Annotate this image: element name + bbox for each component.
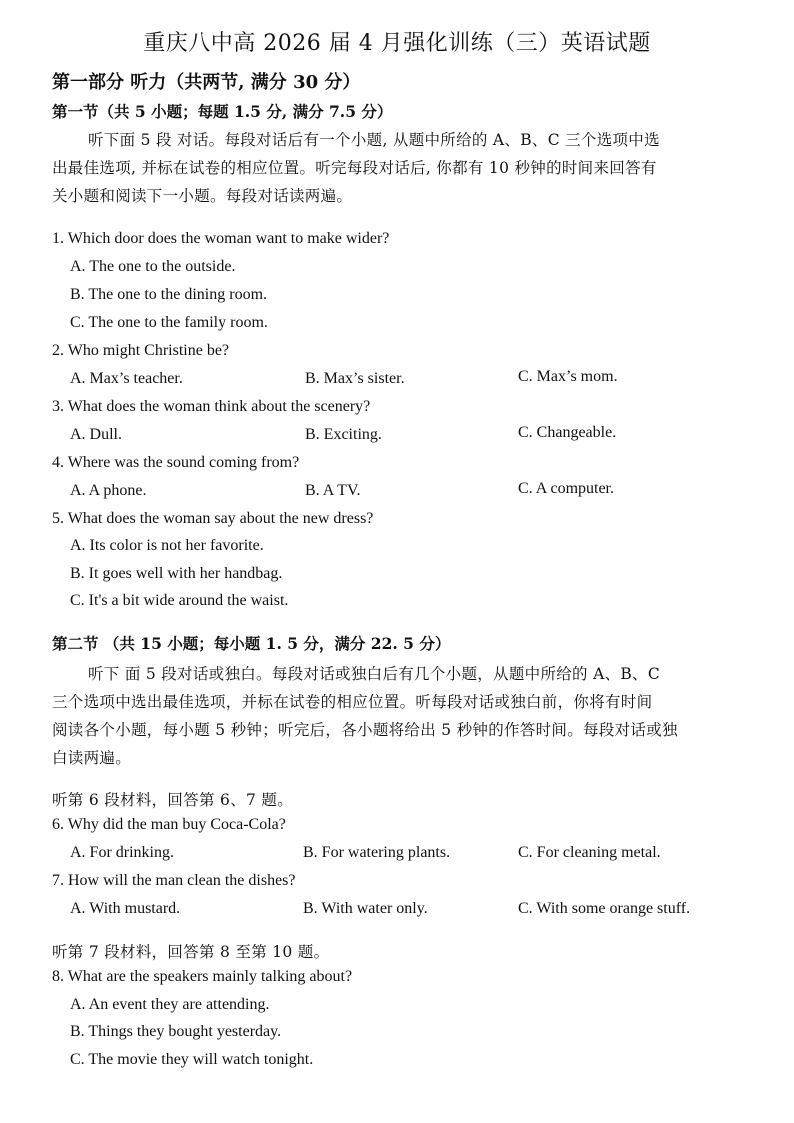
- option-b: B. For watering plants.: [303, 844, 451, 861]
- option-c: C. The movie they will watch tonight.: [70, 1051, 314, 1068]
- question-stem: 2. Who might Christine be?: [52, 342, 230, 359]
- question-stem: 7. How will the man clean the dishes?: [52, 872, 296, 889]
- section1-heading: 第一节（共 5 小题；每题 1.5 分, 满分 7.5 分）: [52, 102, 393, 121]
- option-c: C. The one to the family room.: [70, 314, 268, 331]
- option-b: B. Things they bought yesterday.: [70, 1023, 282, 1040]
- exam-title: 重庆八中高 2026 届 4 月强化训练（三）英语试题: [143, 31, 651, 56]
- option-c: C. It's a bit wide around the waist.: [70, 592, 289, 609]
- option-c: C. A computer.: [518, 480, 614, 497]
- option-a: A. For drinking.: [70, 844, 174, 861]
- part1-heading: 第一部分 听力（共两节, 满分 30 分）: [52, 72, 361, 93]
- question-stem: 8. What are the speakers mainly talking about?: [52, 968, 353, 985]
- option-c: C. Max’s mom.: [518, 368, 618, 385]
- option-b: B. With water only.: [303, 900, 428, 917]
- option-b: B. A TV.: [305, 482, 361, 499]
- section2-heading: 第二节 （共 15 小题；每小题 1. 5 分，满分 22. 5 分）: [52, 634, 451, 653]
- material-note: 听第 7 段材料，回答第 8 至第 10 题。: [52, 943, 330, 961]
- option-c: C. With some orange stuff.: [518, 900, 691, 917]
- option-a: A. A phone.: [70, 482, 147, 499]
- question-stem: 6. Why did the man buy Coca-Cola?: [52, 816, 286, 833]
- question-stem: 3. What does the woman think about the scenery?: [52, 398, 371, 415]
- option-a: A. Its color is not her favorite.: [70, 537, 264, 554]
- section2-instruction-line: 听下 面 5 段对话或独白。每段对话或独白后有几个小题，从题中所给的 A、B、C: [88, 665, 661, 683]
- section2-instruction-line: 白读两遍。: [52, 749, 132, 767]
- option-a: A. Dull.: [70, 426, 122, 443]
- option-b: B. It goes well with her handbag.: [70, 565, 283, 582]
- section1-instruction-line: 关小题和阅读下一小题。每段对话读两遍。: [52, 187, 353, 205]
- option-b: B. The one to the dining room.: [70, 286, 268, 303]
- option-c: C. For cleaning metal.: [518, 844, 661, 861]
- question-stem: 5. What does the woman say about the new dress?: [52, 510, 374, 527]
- material-note: 听第 6 段材料，回答第 6、7 题。: [52, 791, 293, 809]
- option-b: B. Max’s sister.: [305, 370, 405, 387]
- option-b: B. Exciting.: [305, 426, 382, 443]
- section2-instruction-line: 三个选项中选出最佳选项，并标在试卷的相应位置。听每段对话或独白前，你将有时间: [52, 693, 653, 711]
- option-a: A. An event they are attending.: [70, 996, 270, 1013]
- option-a: A. The one to the outside.: [70, 258, 236, 275]
- question-stem: 4. Where was the sound coming from?: [52, 454, 300, 471]
- option-a: A. With mustard.: [70, 900, 181, 917]
- section1-instruction-line: 出最佳选项, 并标在试卷的相应位置。听完每段对话后, 你都有 10 秒钟的时间来回答有: [52, 159, 657, 177]
- option-a: A. Max’s teacher.: [70, 370, 183, 387]
- section1-instruction-line: 听下面 5 段 对话。每段对话后有一个小题, 从题中所给的 A、B、C 三个选项中选: [88, 131, 660, 149]
- section2-instruction-line: 阅读各个小题，每小题 5 秒钟；听完后，各小题将给出 5 秒钟的作答时间。每段对话或独: [52, 721, 678, 739]
- option-c: C. Changeable.: [518, 424, 617, 441]
- question-stem: 1. Which door does the woman want to make wider?: [52, 230, 390, 247]
